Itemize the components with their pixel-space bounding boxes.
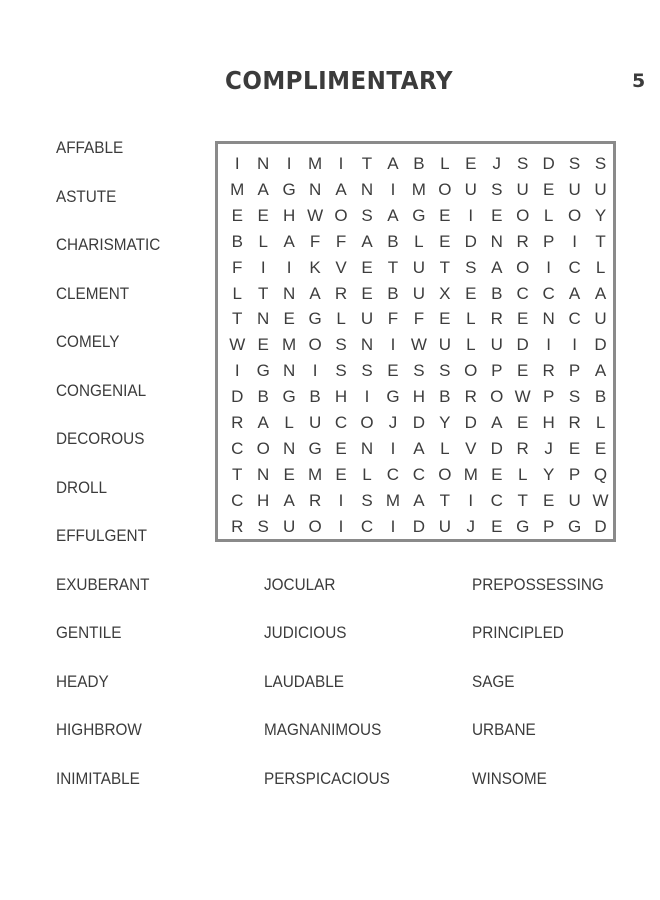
grid-letter[interactable]: R <box>231 413 244 432</box>
grid-letter[interactable]: Y <box>439 413 451 432</box>
grid-row <box>218 332 613 357</box>
grid-letter[interactable]: M <box>463 464 478 484</box>
grid-letter[interactable]: V <box>335 257 347 277</box>
grid-letter[interactable]: E <box>257 335 269 355</box>
grid-letter[interactable]: R <box>516 438 529 458</box>
grid-letter[interactable]: I <box>572 231 577 251</box>
grid-letter[interactable]: C <box>231 490 244 510</box>
grid-letter[interactable]: A <box>257 413 269 432</box>
grid-letter[interactable]: G <box>412 205 426 225</box>
grid-letter[interactable]: W <box>229 335 246 355</box>
grid-letter[interactable]: G <box>282 387 296 407</box>
grid-letter[interactable]: V <box>465 438 477 458</box>
grid-letter[interactable]: M <box>308 464 323 484</box>
grid-letter[interactable]: U <box>490 335 503 355</box>
word-list-item: HIGHBROW <box>56 720 142 739</box>
grid-letter[interactable]: U <box>412 257 426 277</box>
word-list-item: EFFULGENT <box>56 526 147 545</box>
grid-letter[interactable]: Y <box>542 464 555 484</box>
grid-letter[interactable]: X <box>439 283 451 303</box>
grid-letter[interactable]: I <box>364 387 370 407</box>
grid-letter[interactable]: U <box>412 283 426 303</box>
grid-letter[interactable]: R <box>542 361 555 381</box>
grid-letter[interactable]: F <box>387 309 399 329</box>
grid-letter[interactable]: L <box>440 438 450 458</box>
grid-letter[interactable]: C <box>568 309 581 329</box>
grid-letter[interactable]: B <box>257 387 269 407</box>
grid-letter[interactable]: F <box>335 231 347 251</box>
grid-letter[interactable]: B <box>387 231 399 251</box>
grid-row <box>218 384 613 409</box>
grid-letter[interactable]: U <box>568 490 581 510</box>
grid-letter[interactable]: T <box>232 309 243 329</box>
grid-letter[interactable]: L <box>466 335 476 355</box>
grid-letter[interactable]: D <box>516 335 529 355</box>
grid-letter[interactable]: S <box>568 154 581 173</box>
grid-letter[interactable]: I <box>390 438 396 458</box>
grid-letter[interactable]: E <box>491 464 503 484</box>
grid-letter[interactable]: E <box>491 516 503 536</box>
puzzle-title: COMPLIMENTARY <box>224 66 454 95</box>
grid-letter[interactable]: U <box>283 516 296 536</box>
grid-letter[interactable]: M <box>385 490 401 510</box>
grid-letter[interactable]: U <box>360 309 374 329</box>
grid-row <box>218 151 613 176</box>
grid-letter[interactable]: T <box>439 257 451 277</box>
grid-letter[interactable]: P <box>542 387 555 407</box>
grid-letter[interactable]: H <box>334 387 348 407</box>
grid-letter[interactable]: T <box>387 257 399 277</box>
grid-letter[interactable]: D <box>231 387 244 407</box>
grid-letter[interactable]: S <box>257 516 269 536</box>
grid-letter[interactable]: E <box>594 438 607 458</box>
grid-letter[interactable]: L <box>466 309 476 329</box>
word-list-item: CONGENIAL <box>56 381 147 400</box>
grid-letter[interactable]: E <box>568 438 581 458</box>
word-list-item: INIMITABLE <box>56 769 140 788</box>
grid-letter[interactable]: N <box>257 464 270 484</box>
grid-letter[interactable]: C <box>360 516 374 536</box>
grid-letter[interactable]: M <box>308 154 323 173</box>
grid-letter[interactable]: M <box>411 179 426 199</box>
grid-row <box>218 410 613 435</box>
grid-letter[interactable]: A <box>361 231 373 251</box>
grid-letter[interactable]: C <box>516 283 529 303</box>
grid-letter[interactable]: S <box>491 179 503 199</box>
grid-letter[interactable]: W <box>592 490 609 510</box>
grid-letter[interactable]: E <box>257 205 269 225</box>
grid-letter[interactable]: E <box>465 154 477 173</box>
grid-letter[interactable]: H <box>283 205 296 225</box>
grid-letter[interactable]: P <box>568 361 581 381</box>
grid-letter[interactable]: O <box>438 464 452 484</box>
grid-letter[interactable]: E <box>283 464 295 484</box>
grid-letter[interactable]: T <box>232 464 243 484</box>
grid-letter[interactable]: F <box>413 309 425 329</box>
grid-letter[interactable]: R <box>464 387 477 407</box>
letter-grid <box>215 141 616 542</box>
grid-letter[interactable]: I <box>390 516 396 536</box>
grid-letter[interactable]: L <box>258 231 268 251</box>
grid-letter[interactable]: E <box>517 361 529 381</box>
grid-letter[interactable]: A <box>257 179 269 199</box>
grid-letter[interactable]: E <box>439 231 451 251</box>
grid-letter[interactable]: U <box>594 309 607 329</box>
grid-letter[interactable]: A <box>568 283 581 303</box>
grid-letter[interactable]: J <box>544 438 553 458</box>
grid-letter[interactable]: J <box>492 154 501 173</box>
grid-letter[interactable]: T <box>517 490 528 510</box>
grid-letter[interactable]: S <box>465 257 477 277</box>
grid-letter[interactable]: A <box>413 438 425 458</box>
grid-letter[interactable]: P <box>542 231 555 251</box>
grid-letter[interactable]: H <box>542 413 555 432</box>
grid-letter[interactable]: G <box>567 516 582 536</box>
grid-row <box>218 203 613 228</box>
word-list-item: MAGNANIMOUS <box>264 720 382 739</box>
grid-letter[interactable]: I <box>234 154 240 173</box>
grid-letter[interactable]: S <box>439 361 451 381</box>
grid-letter[interactable]: O <box>308 516 322 536</box>
grid-letter[interactable]: C <box>490 490 503 510</box>
grid-letter[interactable]: L <box>543 205 554 225</box>
grid-letter[interactable]: N <box>257 309 270 329</box>
word-list-item: PREPOSSESSING <box>472 575 604 594</box>
grid-letter[interactable]: T <box>257 283 269 303</box>
grid-letter[interactable]: I <box>312 361 318 381</box>
grid-letter[interactable]: E <box>439 205 451 225</box>
grid-letter[interactable]: L <box>232 283 242 303</box>
grid-letter[interactable]: I <box>338 490 344 510</box>
grid-letter[interactable]: I <box>390 179 396 199</box>
grid-letter[interactable]: A <box>387 205 399 225</box>
grid-letter[interactable]: R <box>490 309 503 329</box>
grid-letter[interactable]: I <box>338 154 344 173</box>
grid-letter[interactable]: D <box>594 335 607 355</box>
grid-letter[interactable]: L <box>595 257 606 277</box>
grid-letter[interactable]: N <box>360 179 374 199</box>
grid-letter[interactable]: D <box>594 516 607 536</box>
grid-letter[interactable]: U <box>438 516 451 536</box>
grid-letter[interactable]: L <box>336 309 346 329</box>
grid-letter[interactable]: D <box>490 438 503 458</box>
grid-letter[interactable]: U <box>516 179 529 199</box>
grid-letter[interactable]: O <box>438 179 452 199</box>
grid-letter[interactable]: E <box>517 309 529 329</box>
grid-letter[interactable]: O <box>308 335 322 355</box>
grid-letter[interactable]: U <box>464 179 477 199</box>
word-list-item: DECOROUS <box>56 429 145 448</box>
grid-letter[interactable]: E <box>361 283 373 303</box>
grid-letter[interactable]: L <box>595 413 606 432</box>
grid-letter[interactable]: L <box>517 464 528 484</box>
grid-letter[interactable]: E <box>517 413 529 432</box>
grid-letter[interactable]: R <box>308 490 322 510</box>
grid-letter[interactable]: I <box>286 257 292 277</box>
grid-letter[interactable]: E <box>387 361 399 381</box>
grid-letter[interactable]: A <box>283 231 295 251</box>
grid-letter[interactable]: R <box>334 283 348 303</box>
grid-letter[interactable]: N <box>283 361 296 381</box>
grid-letter[interactable]: N <box>490 231 503 251</box>
grid-letter[interactable]: O <box>334 205 348 225</box>
grid-letter[interactable]: L <box>284 413 294 432</box>
grid-letter[interactable]: O <box>516 205 530 225</box>
grid-letter[interactable]: N <box>360 438 374 458</box>
grid-letter[interactable]: A <box>594 361 607 381</box>
grid-letter[interactable]: Y <box>594 205 607 225</box>
grid-letter[interactable]: G <box>386 387 400 407</box>
grid-letter[interactable]: S <box>413 361 425 381</box>
grid-row <box>218 462 613 487</box>
word-list-item: DROLL <box>56 478 108 497</box>
grid-letter[interactable]: E <box>335 438 347 458</box>
grid-letter[interactable]: S <box>335 335 347 355</box>
grid-letter[interactable]: N <box>542 309 555 329</box>
grid-letter[interactable]: I <box>546 257 551 277</box>
grid-letter[interactable]: Q <box>593 464 608 484</box>
grid-letter[interactable]: W <box>514 387 531 407</box>
grid-row <box>218 488 613 513</box>
grid-letter[interactable]: B <box>594 387 607 407</box>
grid-letter[interactable]: W <box>307 205 324 225</box>
grid-letter[interactable]: E <box>491 205 503 225</box>
grid-letter[interactable]: E <box>465 283 477 303</box>
word-list-item: ASTUTE <box>56 187 117 206</box>
grid-letter[interactable]: G <box>282 179 296 199</box>
grid-letter[interactable]: E <box>335 464 347 484</box>
word-list-item: AFFABLE <box>56 138 124 157</box>
word-list-item: GENTILE <box>56 623 122 642</box>
word-list-item: PRINCIPLED <box>472 623 564 642</box>
grid-letter[interactable]: R <box>516 231 529 251</box>
grid-letter[interactable]: R <box>568 413 581 432</box>
grid-letter[interactable]: T <box>595 231 606 251</box>
grid-letter[interactable]: B <box>439 387 451 407</box>
grid-letter[interactable]: E <box>283 309 295 329</box>
grid-letter[interactable]: D <box>464 413 477 432</box>
grid-letter[interactable]: L <box>362 464 372 484</box>
grid-letter[interactable]: C <box>334 413 348 432</box>
grid-letter[interactable]: S <box>517 154 529 173</box>
grid-letter[interactable]: K <box>309 257 321 277</box>
grid-letter[interactable]: O <box>360 413 374 432</box>
word-list-item: PERSPICACIOUS <box>264 769 390 788</box>
grid-letter[interactable]: N <box>283 283 296 303</box>
grid-letter[interactable]: P <box>542 516 555 536</box>
grid-letter[interactable]: I <box>338 516 344 536</box>
grid-letter[interactable]: S <box>361 490 373 510</box>
word-list-item: COMELY <box>56 332 120 351</box>
word-list-item: CHARISMATIC <box>56 235 161 254</box>
word-list-item: URBANE <box>472 720 536 739</box>
word-list-item: CLEMENT <box>56 284 130 303</box>
grid-letter[interactable]: F <box>232 257 243 277</box>
grid-letter[interactable]: U <box>308 413 322 432</box>
grid-letter[interactable]: P <box>491 361 503 381</box>
grid-row <box>218 514 613 539</box>
grid-letter[interactable]: D <box>412 413 426 432</box>
grid-letter[interactable]: N <box>257 154 270 173</box>
grid-letter[interactable]: A <box>335 179 347 199</box>
grid-row <box>218 281 613 306</box>
grid-letter[interactable]: I <box>234 361 240 381</box>
word-list-item: SAGE <box>472 672 515 691</box>
grid-row <box>218 255 613 280</box>
grid-letter[interactable]: A <box>309 283 321 303</box>
grid-letter[interactable]: G <box>516 516 530 536</box>
grid-letter[interactable]: O <box>256 438 270 458</box>
grid-letter[interactable]: A <box>491 257 503 277</box>
grid-letter[interactable]: E <box>542 490 555 510</box>
grid-letter[interactable]: A <box>491 413 503 432</box>
grid-letter[interactable]: G <box>256 361 270 381</box>
grid-letter[interactable]: E <box>542 179 555 199</box>
grid-letter[interactable]: E <box>361 257 373 277</box>
grid-letter[interactable]: H <box>257 490 270 510</box>
grid-letter[interactable]: O <box>567 205 582 225</box>
grid-letter[interactable]: I <box>260 257 266 277</box>
grid-letter[interactable]: J <box>466 516 476 536</box>
grid-letter[interactable]: I <box>546 335 551 355</box>
grid-letter[interactable]: M <box>230 179 245 199</box>
grid-letter[interactable]: O <box>516 257 530 277</box>
grid-letter[interactable]: G <box>308 438 322 458</box>
word-list-item: HEADY <box>56 672 109 691</box>
grid-letter[interactable]: N <box>308 179 322 199</box>
grid-row <box>218 229 613 254</box>
grid-letter[interactable]: S <box>361 361 373 381</box>
grid-letter[interactable]: W <box>410 335 427 355</box>
word-list-item: JOCULAR <box>264 575 336 594</box>
grid-letter[interactable]: I <box>468 490 474 510</box>
grid-letter[interactable]: H <box>412 387 426 407</box>
grid-letter[interactable]: N <box>360 335 374 355</box>
grid-letter[interactable]: T <box>439 490 451 510</box>
grid-letter[interactable]: I <box>572 335 577 355</box>
grid-letter[interactable]: C <box>231 438 244 458</box>
word-list-item: JUDICIOUS <box>264 623 347 642</box>
grid-letter[interactable]: S <box>568 387 581 407</box>
grid-letter[interactable]: B <box>231 231 243 251</box>
grid-letter[interactable]: A <box>283 490 295 510</box>
grid-letter[interactable]: R <box>231 516 244 536</box>
grid-letter[interactable]: B <box>309 387 321 407</box>
grid-letter[interactable]: A <box>387 154 399 173</box>
word-list-item: LAUDABLE <box>264 672 344 691</box>
grid-letter[interactable]: M <box>282 335 297 355</box>
grid-letter[interactable]: U <box>594 179 607 199</box>
grid-letter[interactable]: I <box>390 335 396 355</box>
grid-letter[interactable]: P <box>568 464 581 484</box>
grid-letter[interactable]: C <box>568 257 581 277</box>
grid-letter[interactable]: A <box>413 490 425 510</box>
word-list-item: EXUBERANT <box>56 575 150 594</box>
grid-row <box>218 177 613 202</box>
word-list-item: WINSOME <box>472 769 547 788</box>
grid-row <box>218 306 613 331</box>
grid-letter[interactable]: C <box>542 283 555 303</box>
grid-letter[interactable]: E <box>439 309 451 329</box>
grid-letter[interactable]: J <box>388 413 398 432</box>
grid-letter[interactable]: B <box>387 283 399 303</box>
grid-row <box>218 358 613 383</box>
grid-letter[interactable]: F <box>309 231 321 251</box>
grid-letter[interactable]: C <box>386 464 400 484</box>
grid-letter[interactable]: N <box>283 438 296 458</box>
grid-letter[interactable]: B <box>491 283 503 303</box>
page-number: 5 <box>632 70 646 92</box>
grid-letter[interactable]: G <box>308 309 322 329</box>
grid-letter[interactable]: O <box>490 387 504 407</box>
grid-letter[interactable]: S <box>594 154 607 173</box>
grid-letter[interactable]: D <box>464 231 477 251</box>
grid-letter[interactable]: S <box>335 361 347 381</box>
grid-letter[interactable]: S <box>361 205 373 225</box>
grid-letter[interactable]: U <box>568 179 581 199</box>
grid-letter[interactable]: I <box>286 154 292 173</box>
grid-letter[interactable]: O <box>464 361 478 381</box>
grid-letter[interactable]: U <box>438 335 451 355</box>
grid-letter[interactable]: I <box>468 205 474 225</box>
grid-letter[interactable]: L <box>440 154 450 173</box>
grid-letter[interactable]: A <box>594 283 607 303</box>
grid-letter[interactable]: D <box>542 154 555 173</box>
grid-letter[interactable]: C <box>412 464 426 484</box>
grid-letter[interactable]: D <box>412 516 426 536</box>
grid-letter[interactable]: L <box>414 231 424 251</box>
grid-letter[interactable]: E <box>231 205 243 225</box>
grid-row <box>218 436 613 461</box>
grid-letter[interactable]: B <box>413 154 425 173</box>
grid-letter[interactable]: T <box>361 154 373 173</box>
